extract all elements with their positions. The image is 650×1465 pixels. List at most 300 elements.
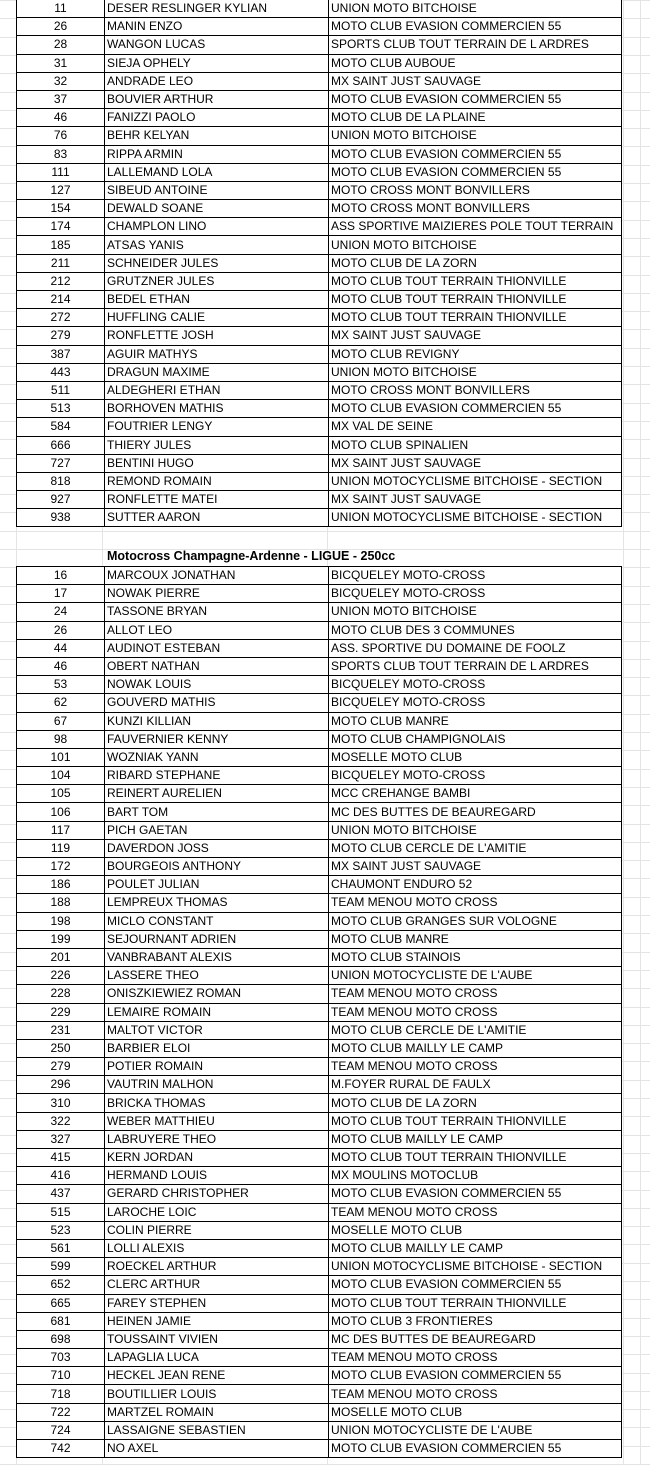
club-name-cell: UNION MOTO BITCHOISE: [329, 821, 622, 839]
table-row: [17, 90, 622, 108]
club-name-cell: UNION MOTOCYCLISTE DE L'AUBE: [329, 1421, 622, 1439]
rider-name-cell: KUNZI KILLIAN: [105, 712, 329, 730]
club-name-cell: MOTO CLUB DE LA ZORN: [329, 1094, 622, 1112]
rider-name-cell: MANIN ENZO: [105, 18, 329, 36]
rider-number-cell: 415: [17, 1149, 105, 1167]
table-row: [17, 1221, 622, 1239]
club-name-cell: MOTO CLUB EVASION COMMERCIEN 55: [329, 1367, 622, 1385]
rider-number-cell: 105: [17, 785, 105, 803]
rider-name-cell: NO AXEL: [105, 1440, 329, 1458]
rider-number-cell: 172: [17, 858, 105, 876]
rider-name-cell: ATSAS YANIS: [105, 236, 329, 254]
rider-name-cell: DRAGUN MAXIME: [105, 363, 329, 381]
rider-name-cell: WANGON LUCAS: [105, 36, 329, 54]
rider-name-cell: MICLO CONSTANT: [105, 912, 329, 930]
club-name-cell: TEAM MENOU MOTO CROSS: [329, 894, 622, 912]
club-name-cell: MOTO CLUB MAILLY LE CAMP: [329, 1130, 622, 1148]
rider-name-cell: LASSAIGNE SEBASTIEN: [105, 1421, 329, 1439]
rider-number-cell: 231: [17, 1021, 105, 1039]
rider-name-cell: ANDRADE LEO: [105, 72, 329, 90]
club-name-cell: MOTO CLUB REVIGNY: [329, 345, 622, 363]
club-name-cell: MOTO CLUB MANRE: [329, 930, 622, 948]
rider-name-cell: BRICKA THOMAS: [105, 1094, 329, 1112]
rider-name-cell: BEHR KELYAN: [105, 127, 329, 145]
rider-name-cell: CLERC ARTHUR: [105, 1276, 329, 1294]
rider-name-cell: TOUSSAINT VIVIEN: [105, 1330, 329, 1348]
club-name-cell: SPORTS CLUB TOUT TERRAIN DE L ARDRES: [329, 36, 622, 54]
rider-number-cell: 106: [17, 803, 105, 821]
rider-number-cell: 279: [17, 1058, 105, 1076]
club-name-cell: MOTO CLUB TOUT TERRAIN THIONVILLE: [329, 272, 622, 290]
rider-number-cell: 31: [17, 54, 105, 72]
grid-line: [0, 531, 650, 532]
club-name-cell: BICQUELEY MOTO-CROSS: [329, 694, 622, 712]
club-name-cell: MOTO CLUB EVASION COMMERCIEN 55: [329, 1440, 622, 1458]
table-row: [17, 400, 622, 418]
rider-name-cell: RONFLETTE MATEI: [105, 491, 329, 509]
club-name-cell: MOTO CLUB DE LA PLAINE: [329, 109, 622, 127]
table-row: [17, 272, 622, 290]
club-name-cell: MX MOULINS MOTOCLUB: [329, 1167, 622, 1185]
rider-name-cell: BENTINI HUGO: [105, 454, 329, 472]
rider-number-cell: 119: [17, 839, 105, 857]
club-name-cell: MOTO CLUB MAILLY LE CAMP: [329, 1239, 622, 1257]
table-row: [17, 236, 622, 254]
club-name-cell: UNION MOTO BITCHOISE: [329, 603, 622, 621]
club-name-cell: MOTO CLUB MANRE: [329, 712, 622, 730]
grid-column-line: [640, 0, 641, 1464]
table-row: [17, 803, 622, 821]
rider-name-cell: AGUIR MATHYS: [105, 345, 329, 363]
table-row: [17, 1403, 622, 1421]
rider-number-cell: 174: [17, 218, 105, 236]
table-row: [17, 1276, 622, 1294]
rider-number-cell: 111: [17, 163, 105, 181]
section-title: Motocross Champagne-Ardenne - LIGUE - 250cc: [107, 549, 396, 563]
rider-number-cell: 211: [17, 254, 105, 272]
club-name-cell: MOTO CLUB TOUT TERRAIN THIONVILLE: [329, 309, 622, 327]
rider-name-cell: FANIZZI PAOLO: [105, 109, 329, 127]
table-row: [17, 639, 622, 657]
rider-name-cell: POTIER ROMAIN: [105, 1058, 329, 1076]
rider-number-cell: 185: [17, 236, 105, 254]
club-name-cell: TEAM MENOU MOTO CROSS: [329, 1349, 622, 1367]
rider-name-cell: HECKEL JEAN RENE: [105, 1367, 329, 1385]
rider-number-cell: 26: [17, 621, 105, 639]
rider-name-cell: GRUTZNER JULES: [105, 272, 329, 290]
club-name-cell: ASS SPORTIVE MAIZIERES POLE TOUT TERRAIN: [329, 218, 622, 236]
rider-table-first: [16, 0, 622, 527]
club-name-cell: MOTO CLUB CERCLE DE L'AMITIE: [329, 839, 622, 857]
rider-number-cell: 104: [17, 767, 105, 785]
table-row: [17, 363, 622, 381]
rider-number-cell: 37: [17, 90, 105, 108]
table-row: [17, 1021, 622, 1039]
rider-number-cell: 199: [17, 930, 105, 948]
table-row: [17, 1039, 622, 1057]
club-name-cell: MOTO CLUB TOUT TERRAIN THIONVILLE: [329, 1149, 622, 1167]
club-name-cell: MX SAINT JUST SAUVAGE: [329, 72, 622, 90]
rider-number-cell: 24: [17, 603, 105, 621]
table-row: [17, 1440, 622, 1458]
club-name-cell: MCC CREHANGE BAMBI: [329, 785, 622, 803]
table-row: [17, 218, 622, 236]
rider-name-cell: LEMPREUX THOMAS: [105, 894, 329, 912]
table-row: [17, 1112, 622, 1130]
table-row: [17, 1076, 622, 1094]
rider-name-cell: ALDEGHERI ETHAN: [105, 381, 329, 399]
rider-name-cell: PICH GAETAN: [105, 821, 329, 839]
rider-number-cell: 938: [17, 509, 105, 527]
rider-name-cell: SIBEUD ANTOINE: [105, 181, 329, 199]
table-row: [17, 1094, 622, 1112]
table-row: [17, 1330, 622, 1348]
rider-number-cell: 250: [17, 1039, 105, 1057]
rider-number-cell: 722: [17, 1403, 105, 1421]
table-row: [17, 491, 622, 509]
rider-number-cell: 724: [17, 1421, 105, 1439]
rider-name-cell: BOURGEOIS ANTHONY: [105, 858, 329, 876]
table-row: [17, 1294, 622, 1312]
club-name-cell: MOTO CLUB TOUT TERRAIN THIONVILLE: [329, 1294, 622, 1312]
table-row: [17, 912, 622, 930]
rider-number-cell: 17: [17, 585, 105, 603]
table-row: [17, 109, 622, 127]
rider-number-cell: 387: [17, 345, 105, 363]
club-name-cell: TEAM MENOU MOTO CROSS: [329, 1203, 622, 1221]
club-name-cell: MOTO CLUB GRANGES SUR VOLOGNE: [329, 912, 622, 930]
table-row: [17, 1185, 622, 1203]
club-name-cell: MOTO CLUB AUBOUE: [329, 54, 622, 72]
club-name-cell: MOTO CLUB DES 3 COMMUNES: [329, 621, 622, 639]
table-row: [17, 1239, 622, 1257]
club-name-cell: UNION MOTO BITCHOISE: [329, 236, 622, 254]
rider-number-cell: 437: [17, 1185, 105, 1203]
rider-name-cell: VAUTRIN MALHON: [105, 1076, 329, 1094]
rider-number-cell: 703: [17, 1349, 105, 1367]
club-name-cell: MOTO CLUB EVASION COMMERCIEN 55: [329, 18, 622, 36]
rider-number-cell: 718: [17, 1385, 105, 1403]
table-row: [17, 200, 622, 218]
rider-number-cell: 681: [17, 1312, 105, 1330]
club-name-cell: MX SAINT JUST SAUVAGE: [329, 491, 622, 509]
rider-number-cell: 201: [17, 948, 105, 966]
club-name-cell: UNION MOTOCYCLISTE DE L'AUBE: [329, 967, 622, 985]
rider-name-cell: LABRUYERE THEO: [105, 1130, 329, 1148]
rider-number-cell: 62: [17, 694, 105, 712]
rider-number-cell: 927: [17, 491, 105, 509]
table-row: [17, 54, 622, 72]
table-row: [17, 309, 622, 327]
rider-number-cell: 511: [17, 381, 105, 399]
rider-number-cell: 523: [17, 1221, 105, 1239]
rider-name-cell: ROECKEL ARTHUR: [105, 1258, 329, 1276]
club-name-cell: MOTO CLUB 3 FRONTIERES: [329, 1312, 622, 1330]
club-name-cell: UNION MOTO BITCHOISE: [329, 363, 622, 381]
table-row: [17, 1003, 622, 1021]
table-row: [17, 181, 622, 199]
club-name-cell: MX SAINT JUST SAUVAGE: [329, 327, 622, 345]
table-row: [17, 1258, 622, 1276]
table-row: [17, 730, 622, 748]
rider-name-cell: SIEJA OPHELY: [105, 54, 329, 72]
table-row: [17, 72, 622, 90]
rider-number-cell: 322: [17, 1112, 105, 1130]
rider-number-cell: 98: [17, 730, 105, 748]
rider-table-250cc: [16, 566, 622, 1458]
rider-number-cell: 513: [17, 400, 105, 418]
table-row: [17, 676, 622, 694]
table-row: [17, 621, 622, 639]
rider-number-cell: 310: [17, 1094, 105, 1112]
rider-name-cell: WOZNIAK YANN: [105, 748, 329, 766]
table-row: [17, 36, 622, 54]
club-name-cell: SPORTS CLUB TOUT TERRAIN DE L ARDRES: [329, 657, 622, 675]
table-row: [17, 163, 622, 181]
rider-name-cell: MARCOUX JONATHAN: [105, 567, 329, 585]
table-row: [17, 930, 622, 948]
rider-name-cell: OBERT NATHAN: [105, 657, 329, 675]
rider-name-cell: MARTZEL ROMAIN: [105, 1403, 329, 1421]
rider-number-cell: 46: [17, 109, 105, 127]
rider-name-cell: WEBER MATTHIEU: [105, 1112, 329, 1130]
club-name-cell: MOTO CROSS MONT BONVILLERS: [329, 181, 622, 199]
table-row: [17, 1203, 622, 1221]
rider-number-cell: 515: [17, 1203, 105, 1221]
rider-number-cell: 26: [17, 18, 105, 36]
rider-number-cell: 186: [17, 876, 105, 894]
club-name-cell: MOTO CLUB EVASION COMMERCIEN 55: [329, 90, 622, 108]
table-row: [17, 327, 622, 345]
table-row: [17, 858, 622, 876]
rider-number-cell: 32: [17, 72, 105, 90]
rider-name-cell: HEINEN JAMIE: [105, 1312, 329, 1330]
club-name-cell: MX SAINT JUST SAUVAGE: [329, 858, 622, 876]
table-row: [17, 381, 622, 399]
table-row: [17, 948, 622, 966]
rider-name-cell: FAREY STEPHEN: [105, 1294, 329, 1312]
table-row: [17, 1421, 622, 1439]
table-row: [17, 1130, 622, 1148]
rider-name-cell: BORHOVEN MATHIS: [105, 400, 329, 418]
table-row: [17, 1349, 622, 1367]
rider-number-cell: 226: [17, 967, 105, 985]
rider-name-cell: RIPPA ARMIN: [105, 145, 329, 163]
rider-name-cell: TASSONE BRYAN: [105, 603, 329, 621]
table-row: [17, 454, 622, 472]
table-row: [17, 1367, 622, 1385]
rider-number-cell: 28: [17, 36, 105, 54]
club-name-cell: MOTO CLUB CERCLE DE L'AMITIE: [329, 1021, 622, 1039]
table-row: [17, 694, 622, 712]
rider-name-cell: KERN JORDAN: [105, 1149, 329, 1167]
rider-name-cell: LAPAGLIA LUCA: [105, 1349, 329, 1367]
rider-number-cell: 44: [17, 639, 105, 657]
rider-name-cell: DESER RESLINGER KYLIAN: [105, 0, 329, 18]
rider-name-cell: LALLEMAND LOLA: [105, 163, 329, 181]
rider-number-cell: 198: [17, 912, 105, 930]
rider-name-cell: CHAMPLON LINO: [105, 218, 329, 236]
rider-name-cell: BARBIER ELOI: [105, 1039, 329, 1057]
rider-name-cell: FOUTRIER LENGY: [105, 418, 329, 436]
table-row: [17, 567, 622, 585]
rider-name-cell: SCHNEIDER JULES: [105, 254, 329, 272]
table-row: [17, 0, 622, 18]
table-row: [17, 1385, 622, 1403]
rider-number-cell: 46: [17, 657, 105, 675]
club-name-cell: MOTO CLUB EVASION COMMERCIEN 55: [329, 1185, 622, 1203]
rider-number-cell: 188: [17, 894, 105, 912]
rider-name-cell: LASSERE THEO: [105, 967, 329, 985]
club-name-cell: MOTO CLUB MAILLY LE CAMP: [329, 1039, 622, 1057]
rider-number-cell: 67: [17, 712, 105, 730]
rider-name-cell: VANBRABANT ALEXIS: [105, 948, 329, 966]
rider-number-cell: 742: [17, 1440, 105, 1458]
club-name-cell: BICQUELEY MOTO-CROSS: [329, 767, 622, 785]
table-row: [17, 785, 622, 803]
table-row: [17, 345, 622, 363]
table-row: [17, 472, 622, 490]
rider-name-cell: THIERY JULES: [105, 436, 329, 454]
table-row: [17, 985, 622, 1003]
rider-number-cell: 16: [17, 567, 105, 585]
rider-name-cell: HUFFLING CALIE: [105, 309, 329, 327]
rider-number-cell: 212: [17, 272, 105, 290]
rider-number-cell: 665: [17, 1294, 105, 1312]
table-row: [17, 839, 622, 857]
rider-number-cell: 698: [17, 1330, 105, 1348]
rider-number-cell: 53: [17, 676, 105, 694]
rider-number-cell: 228: [17, 985, 105, 1003]
rider-name-cell: BEDEL ETHAN: [105, 291, 329, 309]
club-name-cell: MOTO CLUB EVASION COMMERCIEN 55: [329, 400, 622, 418]
rider-number-cell: 279: [17, 327, 105, 345]
club-name-cell: MOTO CLUB EVASION COMMERCIEN 55: [329, 145, 622, 163]
rider-number-cell: 599: [17, 1258, 105, 1276]
club-name-cell: TEAM MENOU MOTO CROSS: [329, 985, 622, 1003]
club-name-cell: MOTO CLUB EVASION COMMERCIEN 55: [329, 1276, 622, 1294]
rider-number-cell: 117: [17, 821, 105, 839]
table-row: [17, 1149, 622, 1167]
rider-name-cell: BOUTILLIER LOUIS: [105, 1385, 329, 1403]
club-name-cell: MOTO CROSS MONT BONVILLERS: [329, 200, 622, 218]
table-row: [17, 18, 622, 36]
table-row: [17, 1058, 622, 1076]
rider-name-cell: MALTOT VICTOR: [105, 1021, 329, 1039]
club-name-cell: UNION MOTOCYCLISME BITCHOISE - SECTION: [329, 509, 622, 527]
rider-number-cell: 229: [17, 1003, 105, 1021]
rider-name-cell: HERMAND LOUIS: [105, 1167, 329, 1185]
rider-number-cell: 584: [17, 418, 105, 436]
club-name-cell: MOSELLE MOTO CLUB: [329, 1221, 622, 1239]
rider-name-cell: ALLOT LEO: [105, 621, 329, 639]
club-name-cell: MOSELLE MOTO CLUB: [329, 1403, 622, 1421]
rider-name-cell: LOLLI ALEXIS: [105, 1239, 329, 1257]
rider-number-cell: 272: [17, 309, 105, 327]
rider-name-cell: SUTTER AARON: [105, 509, 329, 527]
club-name-cell: MX VAL DE SEINE: [329, 418, 622, 436]
rider-name-cell: AUDINOT ESTEBAN: [105, 639, 329, 657]
table-row: [17, 712, 622, 730]
rider-number-cell: 214: [17, 291, 105, 309]
club-name-cell: CHAUMONT ENDURO 52: [329, 876, 622, 894]
rider-name-cell: REMOND ROMAIN: [105, 472, 329, 490]
rider-number-cell: 327: [17, 1130, 105, 1148]
rider-name-cell: ONISZKIEWIEZ ROMAN: [105, 985, 329, 1003]
club-name-cell: MOTO CLUB EVASION COMMERCIEN 55: [329, 163, 622, 181]
table-row: [17, 767, 622, 785]
club-name-cell: UNION MOTOCYCLISME BITCHOISE - SECTION: [329, 472, 622, 490]
rider-number-cell: 416: [17, 1167, 105, 1185]
rider-number-cell: 443: [17, 363, 105, 381]
table-row: [17, 894, 622, 912]
rider-name-cell: REINERT AURELIEN: [105, 785, 329, 803]
rider-name-cell: GERARD CHRISTOPHER: [105, 1185, 329, 1203]
table-row: [17, 967, 622, 985]
table-row: [17, 145, 622, 163]
rider-name-cell: BOUVIER ARTHUR: [105, 90, 329, 108]
rider-name-cell: LEMAIRE ROMAIN: [105, 1003, 329, 1021]
rider-number-cell: 101: [17, 748, 105, 766]
rider-number-cell: 818: [17, 472, 105, 490]
club-name-cell: ASS. SPORTIVE DU DOMAINE DE FOOLZ: [329, 639, 622, 657]
club-name-cell: BICQUELEY MOTO-CROSS: [329, 676, 622, 694]
grid-column-line: [623, 0, 624, 1464]
rider-name-cell: SEJOURNANT ADRIEN: [105, 930, 329, 948]
rider-name-cell: DEWALD SOANE: [105, 200, 329, 218]
rider-number-cell: 652: [17, 1276, 105, 1294]
club-name-cell: MX SAINT JUST SAUVAGE: [329, 454, 622, 472]
table-row: [17, 603, 622, 621]
table-row: [17, 254, 622, 272]
rider-number-cell: 11: [17, 0, 105, 18]
table-row: [17, 127, 622, 145]
club-name-cell: MOTO CLUB SPINALIEN: [329, 436, 622, 454]
club-name-cell: MOTO CLUB TOUT TERRAIN THIONVILLE: [329, 291, 622, 309]
rider-name-cell: COLIN PIERRE: [105, 1221, 329, 1239]
club-name-cell: MOTO CLUB STAINOIS: [329, 948, 622, 966]
table-row: [17, 585, 622, 603]
rider-number-cell: 83: [17, 145, 105, 163]
rider-name-cell: FAUVERNIER KENNY: [105, 730, 329, 748]
club-name-cell: MC DES BUTTES DE BEAUREGARD: [329, 803, 622, 821]
rider-name-cell: RONFLETTE JOSH: [105, 327, 329, 345]
club-name-cell: UNION MOTOCYCLISME BITCHOISE - SECTION: [329, 1258, 622, 1276]
rider-name-cell: LAROCHE LOIC: [105, 1203, 329, 1221]
rider-name-cell: DAVERDON JOSS: [105, 839, 329, 857]
rider-name-cell: POULET JULIAN: [105, 876, 329, 894]
table-row: [17, 1167, 622, 1185]
rider-number-cell: 727: [17, 454, 105, 472]
rider-number-cell: 76: [17, 127, 105, 145]
rider-name-cell: NOWAK LOUIS: [105, 676, 329, 694]
club-name-cell: TEAM MENOU MOTO CROSS: [329, 1385, 622, 1403]
table-row: [17, 418, 622, 436]
club-name-cell: MOTO CLUB DE LA ZORN: [329, 254, 622, 272]
rider-name-cell: BART TOM: [105, 803, 329, 821]
rider-number-cell: 710: [17, 1367, 105, 1385]
club-name-cell: UNION MOTO BITCHOISE: [329, 127, 622, 145]
club-name-cell: TEAM MENOU MOTO CROSS: [329, 1058, 622, 1076]
club-name-cell: MOTO CLUB CHAMPIGNOLAIS: [329, 730, 622, 748]
rider-number-cell: 127: [17, 181, 105, 199]
club-name-cell: MOSELLE MOTO CLUB: [329, 748, 622, 766]
club-name-cell: MOTO CLUB TOUT TERRAIN THIONVILLE: [329, 1112, 622, 1130]
rider-number-cell: 154: [17, 200, 105, 218]
table-row: [17, 657, 622, 675]
table-row: [17, 876, 622, 894]
club-name-cell: UNION MOTO BITCHOISE: [329, 0, 622, 18]
